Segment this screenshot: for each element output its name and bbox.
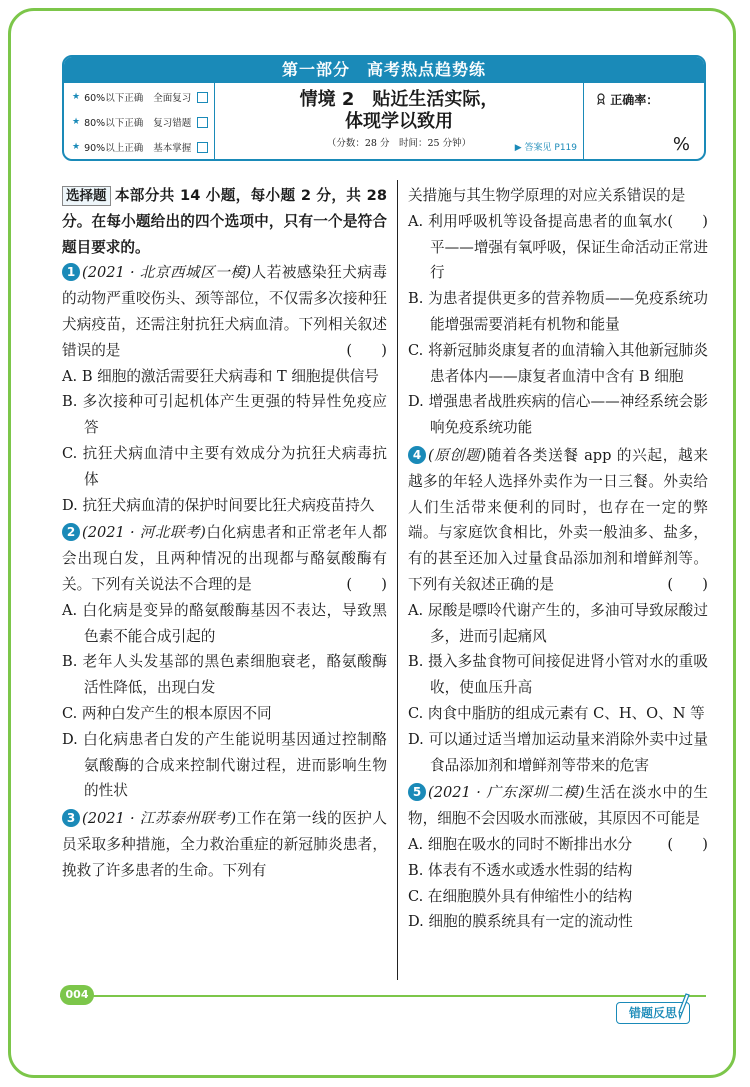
question-type-tag: 选择题 — [62, 186, 111, 206]
option-d: D. 抗狂犬病血清的保护时间要比狂犬病疫苗持久 — [62, 496, 375, 514]
option-c: C. 在细胞膜外具有伸缩性小的结构 — [408, 887, 633, 905]
review-row — [64, 86, 214, 108]
question-source: (2021 · 河北联考) — [82, 524, 206, 542]
review-action: 基本掌握 — [153, 143, 192, 154]
question-stem: 1 (2021 · 北京西城区一模)人若被感染狂犬病毒的动物严重咬伤头、颈等部位，不仅需多次接种狂犬病疫苗，还需注射抗狂犬病血清。下列相关叙述错误的是 ( ) — [62, 260, 387, 363]
accuracy-box — [584, 83, 704, 159]
review-row — [64, 111, 214, 133]
option-c: C. 将新冠肺炎康复者的血清输入其他新冠肺炎患者体内——康复者血清中含有 B 细胞 — [408, 341, 708, 385]
star-icon: ★ — [72, 117, 81, 127]
review-row — [64, 136, 214, 158]
review-checkbox[interactable] — [197, 142, 208, 153]
question-3 — [62, 806, 387, 883]
section-intro: 选择题 本部分共 14 小题，每小题 2 分，共 28 分。在每小题给出的四个选项中，只有一个是符合题目要求的。 — [62, 187, 387, 256]
question-3-continued — [408, 183, 708, 441]
review-checkbox[interactable] — [197, 92, 208, 103]
option-b: B. 老年人头发基部的黑色素细胞衰老，酪氨酸酶活性降低，出现白发 — [62, 653, 387, 697]
option-b: B. 为患者提供更多的营养物质——免疫系统功能增强需要消耗有机物和能量 — [408, 290, 708, 333]
score-time-meta: （分数：28 分 时间：25 分钟） — [326, 138, 472, 149]
review-threshold: 90%以上正确 — [84, 143, 144, 154]
question-stem: 4 (原创题)随着各类送餐 app 的兴起，越来越多的年轻人选择外卖作为一日三餐。外卖给人们生活带来便利的同时，也存在一定的弊端。与家庭饮食相比，外卖一般油多、盐多，有的甚至还加入过量食品添加剂和增鲜剂等。下列有关叙述正确的是 ( ) — [408, 443, 708, 598]
accuracy-label: 正确率： — [596, 91, 658, 108]
left-column — [62, 183, 387, 884]
page-number: 004 — [60, 985, 94, 1005]
review-action: 复习错题 — [153, 118, 192, 129]
option-d: D. 细胞的膜系统具有一定的流动性 — [408, 913, 633, 931]
question-source: (原创题) — [428, 446, 487, 464]
section-banner: 第一部分 高考热点趋势练 — [64, 57, 704, 83]
question-number-badge: 1 — [62, 263, 80, 281]
star-icon: ★ — [72, 142, 81, 152]
question-stem: 2 (2021 · 河北联考)白化病患者和正常老年人都会出现白发，且两种情况的出现都与酪氨酸酶有关。下列有关说法不合理的是 ( ) — [62, 520, 387, 597]
accuracy-unit: % — [672, 134, 690, 155]
right-column — [408, 183, 708, 935]
review-threshold: 60%以下正确 — [84, 93, 144, 104]
question-number-badge: 4 — [408, 446, 426, 464]
question-1 — [62, 260, 387, 518]
question-5 — [408, 780, 708, 935]
option-c: C. 两种白发产生的根本原因不同 — [62, 704, 272, 722]
column-divider — [397, 180, 398, 980]
answer-bracket[interactable]: ( ) — [346, 575, 387, 593]
answer-bracket[interactable]: ( ) — [667, 212, 708, 230]
question-source: (2021 · 广东深圳二模) — [428, 784, 585, 802]
answer-reference-link[interactable]: ▶ 答案见 P119 — [514, 143, 577, 153]
question-2 — [62, 520, 387, 804]
question-4 — [408, 443, 708, 778]
footer-rule — [60, 995, 706, 997]
review-action: 全面复习 — [153, 93, 192, 104]
error-reflection-label[interactable]: 错题反思 — [616, 1002, 690, 1024]
option-d: D. 增强患者战胜疾病的信心——神经系统会影响免疫系统功能 — [408, 393, 708, 437]
question-source: (2021 · 北京西城区一模) — [82, 264, 252, 282]
question-stem: 5 (2021 · 广东深圳二模)生活在淡水中的生物，细胞不会因吸水而涨破，其原因不可能是 ( ) — [408, 780, 708, 832]
question-stem-continued: 关措施与其生物学原理的对应关系错误的是 ( ) — [408, 183, 708, 209]
review-checkbox[interactable] — [197, 117, 208, 128]
option-a: A. 利用呼吸机等设备提高患者的血氧水平——增强有氧呼吸，保证生命活动正常进行 — [408, 212, 708, 282]
option-a: A. 细胞在吸水的同时不断排出水分 — [408, 835, 633, 853]
section-title-line1: 情境 2 贴近生活实际， — [299, 89, 499, 110]
option-b: B. 多次接种可引起机体产生更强的特异性免疫应答 — [62, 393, 387, 437]
section-header — [62, 55, 706, 161]
question-number-badge: 5 — [408, 783, 426, 801]
question-number-badge: 2 — [62, 523, 80, 541]
star-icon: ★ — [72, 92, 81, 102]
answer-bracket[interactable]: ( ) — [667, 575, 708, 593]
pencil-icon — [676, 992, 690, 1020]
section-title-box — [215, 83, 584, 159]
question-number-badge: 3 — [62, 809, 80, 827]
review-guide — [64, 83, 215, 159]
review-threshold: 80%以下正确 — [84, 118, 144, 129]
ribbon-icon — [596, 93, 606, 105]
option-b: B. 摄入多盐食物可间接促进肾小管对水的重吸收，使血压升高 — [408, 653, 708, 697]
answer-bracket[interactable]: ( ) — [346, 341, 387, 359]
section-title-line2: 体现学以致用 — [345, 111, 453, 132]
answer-bracket[interactable]: ( ) — [667, 835, 708, 853]
option-a: A. 尿酸是嘌呤代谢产生的，多油可导致尿酸过多，进而引起痛风 — [408, 601, 708, 645]
option-a: A. B 细胞的激活需要狂犬病毒和 T 细胞提供信号 — [62, 367, 379, 385]
question-stem: 3 (2021 · 江苏泰州联考)工作在第一线的医护人员采取多种措施，全力救治重症的新冠肺炎患者，挽救了许多患者的生命。下列有 — [62, 810, 387, 879]
question-source: (2021 · 江苏泰州联考) — [82, 810, 237, 828]
option-c: C. 肉食中脂肪的组成元素有 C、H、O、N 等 — [408, 704, 705, 722]
option-d: D. 白化病患者白发的产生能说明基因通过控制酪氨酸酶的合成来控制代谢过程，进而影响生物的性状 — [62, 730, 387, 800]
option-b: B. 体表有不透水或透水性弱的结构 — [408, 861, 633, 879]
option-d: D. 可以通过适当增加运动量来消除外卖中过量食品添加剂和增鲜剂等带来的危害 — [408, 730, 708, 774]
option-a: A. 白化病是变异的酪氨酸酶基因不表达，导致黑色素不能合成引起的 — [62, 601, 387, 645]
option-c: C. 抗狂犬病血清中主要有效成分为抗狂犬病毒抗体 — [62, 444, 387, 488]
